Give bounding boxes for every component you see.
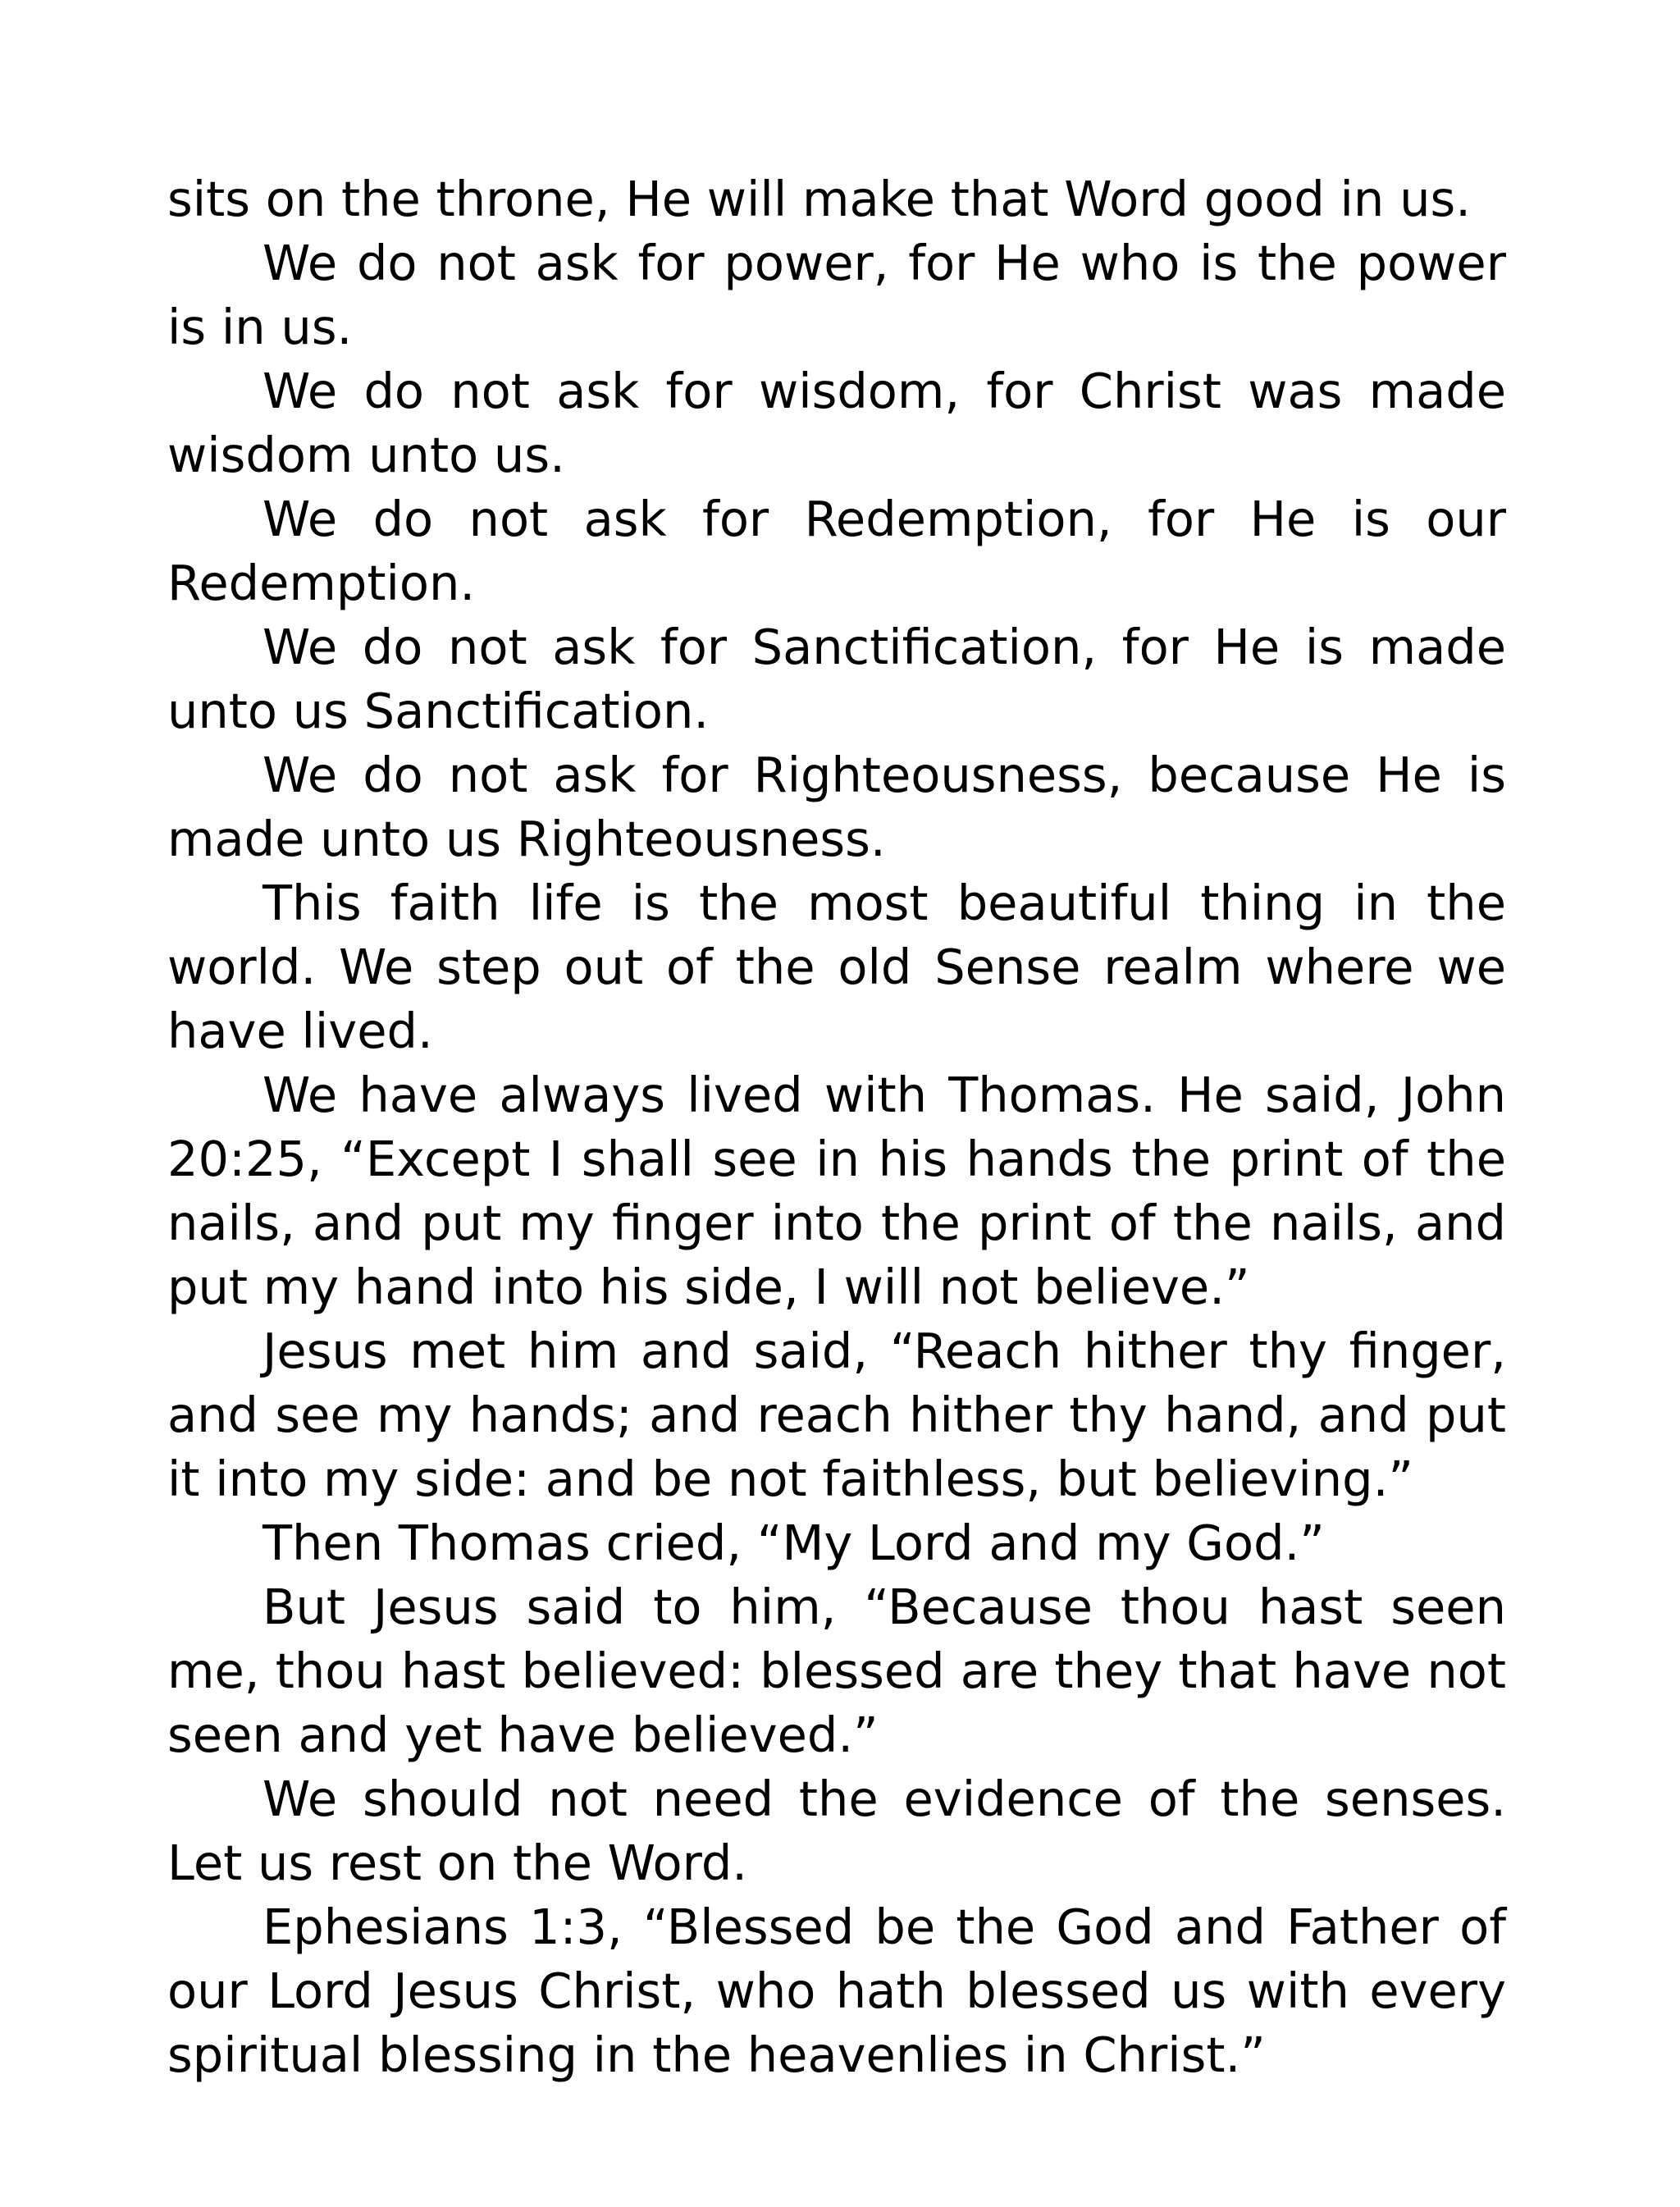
paragraph-redemption: We do not ask for Redemption, for He is our Redemption. [167,491,1506,611]
paragraph-thomas: We have always lived with Thomas. He said, John 20:25, “Except I shall see in his hands the print of the nails, and put my finger into the print of the nails, and put my hand into his side, I will not believe.” [167,1067,1506,1315]
paragraph-thomas-cried: Then Thomas cried, “My Lord and my God.” [262,1515,1325,1571]
paragraph-because-thou-hast-seen: But Jesus said to him, “Because thou hast seen me, thou hast believed: blessed are they that have not seen and yet have believed.” [167,1579,1506,1763]
paragraph-ephesians: Ephesians 1:3, “Blessed be the God and Father of our Lord Jesus Christ, who hath blessed us with every spiritual blessing in the heavenlies in Christ.” [167,1899,1506,2083]
paragraph-faith-life: This faith life is the most beautiful thing in the world. We step out of the old Sense realm where we have lived. [167,875,1506,1059]
paragraph-power: We do not ask for power, for He who is the power is in us. [167,235,1506,355]
paragraph-evidence-of-senses: We should not need the evidence of the senses. Let us rest on the Word. [167,1771,1506,1891]
paragraph-sanctification: We do not ask for Sanctification, for He is made unto us Sanctification. [167,619,1506,739]
paragraph-wisdom: We do not ask for wisdom, for Christ was made wisdom unto us. [167,363,1506,483]
paragraph-righteousness: We do not ask for Righteousness, because He is made unto us Righteousness. [167,747,1506,867]
body-text [167,167,1506,2087]
paragraph-jesus-met-him: Jesus met him and said, “Reach hither thy finger, and see my hands; and reach hither thy hand, and put it into my side: and be not faithless, but believing.” [167,1323,1506,1507]
paragraph-throne: sits on the throne, He will make that Word good in us. [167,171,1471,227]
